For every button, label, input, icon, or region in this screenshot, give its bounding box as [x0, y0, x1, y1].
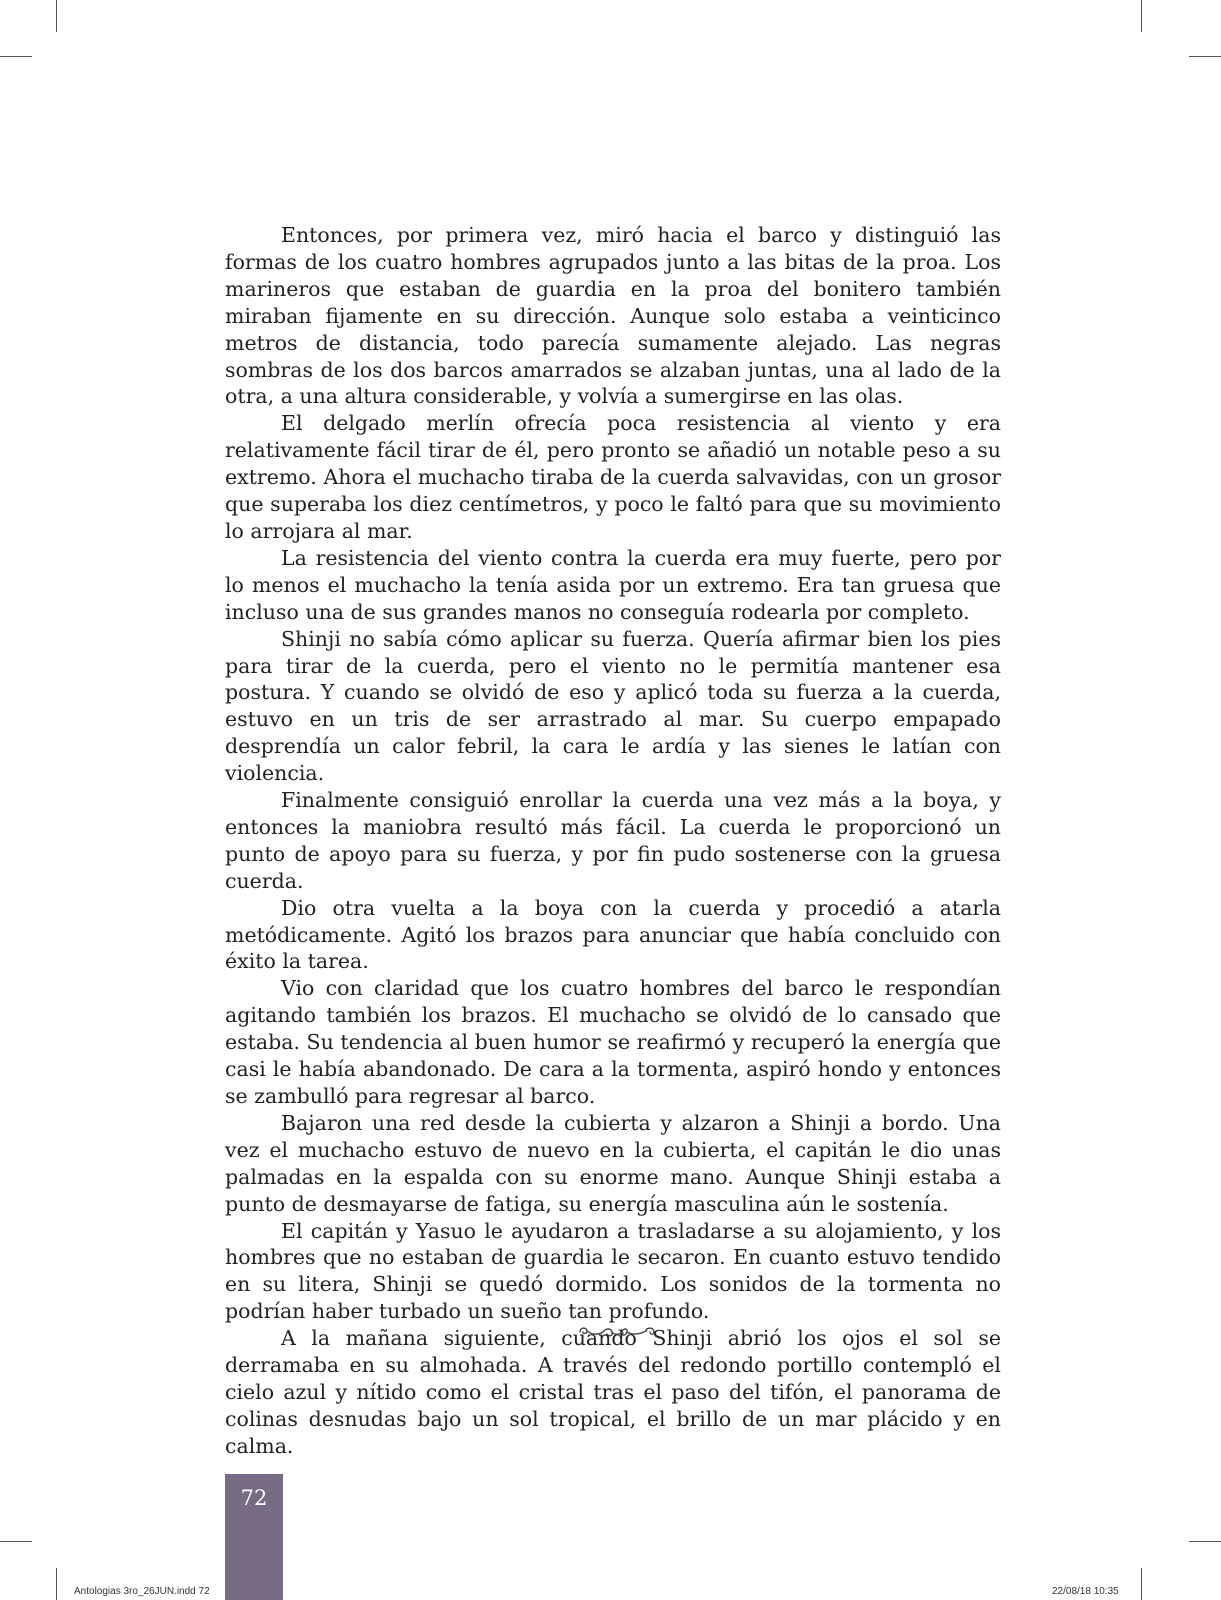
crop-mark-top-left-h [0, 56, 32, 57]
paragraph: A la mañana siguiente, cuando Shinji abrió los ojos el sol se derramaba en su almohada. A través del redondo portillo contempló el cielo azul y nítido como el cristal tras el paso del tifón, el panorama de colinas desnudas bajo un sol tropical, el brillo de un mar plácido y en calma. [225, 1326, 1001, 1458]
paragraph: Finalmente consiguió enrollar la cuerda una vez más a la boya, y entonces la maniobra resultó más fácil. La cuerda le proporcionó un punto de apoyo para su fuerza, y por fin pudo sostenerse con la gruesa cuerda. [225, 788, 1001, 893]
crop-mark-top-right-h [1189, 56, 1221, 57]
slug-file-info: Antologias 3ro_26JUN.indd 72 [74, 1586, 210, 1597]
paragraph: Entonces, por primera vez, miró hacia el barco y distinguió las formas de los cuatro hombres agrupados junto a las bitas de la proa. Los marineros que estaban de guardia en la proa del bonitero también miraban fijamente en su dirección. Aunque solo estaba a veinticinco metros de distancia, todo parecía sumamente alejado. Las negras sombras de los dos barcos amarrados se alzaban juntas, una al lado de la otra, a una altura considerable, y volvía a sumergirse en las olas. [225, 223, 1001, 409]
page-number: 72 [240, 1486, 268, 1510]
slug-datetime: 22/08/18 10:35 [1052, 1586, 1119, 1597]
body-text [225, 222, 1001, 1460]
paragraph: El capitán y Yasuo le ayudaron a trasladarse a su alojamiento, y los hombres que no estaban de guardia le secaron. En cuanto estuvo tendido en su litera, Shinji se quedó dormido. Los sonidos de la tormenta no podrían haber turbado un sueño tan profundo. [225, 1218, 1001, 1324]
crop-mark-top-left [56, 0, 57, 32]
flourish-ornament-icon [576, 1322, 658, 1342]
page-number-tab [225, 1474, 283, 1600]
paragraph: Bajaron una red desde la cubierta y alzaron a Shinji a bordo. Una vez el muchacho estuvo de nuevo en la cubierta, el capitán le dio unas palmadas en la espalda con su enorme mano. Aunque Shinji estaba a punto de desmayarse de fatiga, su energía masculina aún le sostenía. [225, 1110, 1001, 1216]
paragraph: El delgado merlín ofrecía poca resistencia al viento y era relativamente fácil tirar de él, pero pronto se añadió un notable peso a su extremo. Ahora el muchacho tiraba de la cuerda salvavidas, con un grosor que superaba los diez centímetros, y poco le faltó para que su movimiento lo arrojara al mar. [225, 411, 1001, 543]
paragraph: Dio otra vuelta a la boya con la cuerda y procedió a atarla metódicamente. Agitó los brazos para anunciar que había concluido con éxito la tarea. [225, 895, 1001, 974]
crop-mark-bottom-right-h [1189, 1541, 1221, 1542]
crop-mark-bottom-right [1141, 1568, 1142, 1600]
paragraph: Shinji no sabía cómo aplicar su fuerza. Quería afirmar bien los pies para tirar de la cuerda, pero el viento no le permitía mantener esa postura. Y cuando se olvidó de eso y aplicó toda su fuerza a la cuerda, estuvo en un tris de ser arrastrado al mar. Su cuerpo empapado desprendía un calor febril, la cara le ardía y las sienes le latían con violencia. [225, 626, 1001, 786]
paragraph: Vio con claridad que los cuatro hombres del barco le respondían agitando también los brazos. El muchacho se olvidó de lo cansado que estaba. Su tendencia al buen humor se reafirmó y recuperó la energía que casi le había abandonado. De cara a la tormenta, aspiró hondo y entonces se zambulló para regresar al barco. [225, 976, 1001, 1108]
paragraph: La resistencia del viento contra la cuerda era muy fuerte, pero por lo menos el muchacho la tenía asida por un extremo. Era tan gruesa que incluso una de sus grandes manos no conseguía rodearla por completo. [225, 545, 1001, 624]
crop-mark-bottom-left-h [0, 1541, 32, 1542]
crop-mark-bottom-left [56, 1568, 57, 1600]
crop-mark-top-right [1141, 0, 1142, 32]
